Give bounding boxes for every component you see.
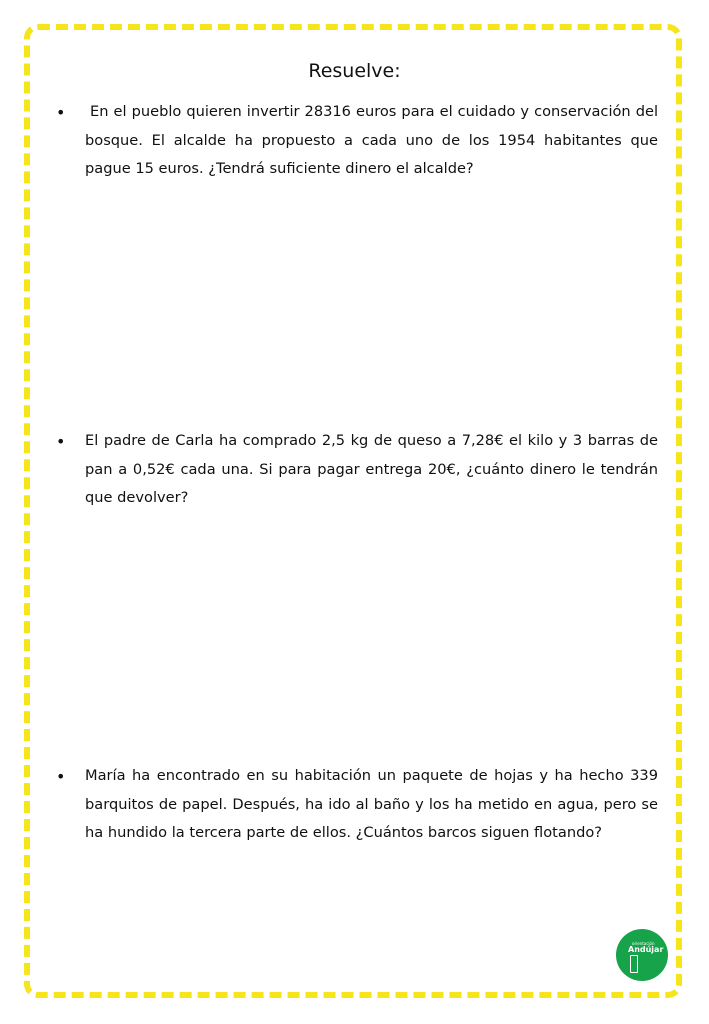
publisher-logo — [616, 929, 668, 981]
problem-text: El padre de Carla ha comprado 2,5 kg de queso a 7,28€ el kilo y 3 barras de pan a 0,52€ cada una. Si para pagar entrega 20€, ¿cuánto dinero le tendrán que devolver? — [85, 432, 658, 506]
problem-text: En el pueblo quieren invertir 28316 euros para el cuidado y conservación del bosque. El alcalde ha propuesto a cada uno de los 1954 habitantes que pague 15 euros. ¿Tendrá suficiente dinero el alcalde? — [85, 103, 663, 177]
bullet: • — [56, 103, 66, 122]
logo-small-text: orientación — [632, 941, 655, 946]
logo-big-text: Andújar — [628, 945, 664, 954]
pencil-icon — [630, 955, 638, 973]
bullet: • — [56, 767, 66, 786]
bullet: • — [56, 432, 66, 451]
problem-2 — [56, 427, 658, 513]
problem-1 — [56, 98, 663, 184]
problem-text: María ha encontrado en su habitación un paquete de hojas y ha hecho 339 barquitos de papel. Después, ha ido al baño y los ha metido en agua, pero se ha hundido la tercera parte de ellos. ¿Cuántos barcos siguen flotando? — [85, 767, 658, 841]
problem-3 — [56, 762, 658, 848]
page-title: Resuelve: — [308, 60, 401, 82]
